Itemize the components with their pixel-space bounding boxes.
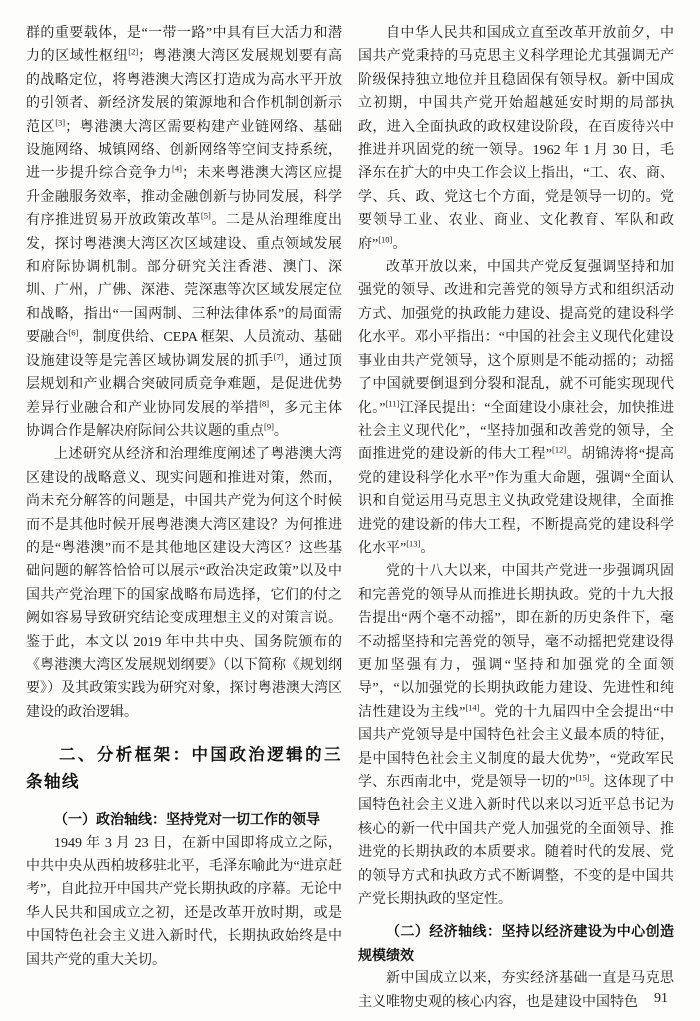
- subsection-heading: （二）经济轴线：坚持以经济建设为中心创造规模绩效: [358, 923, 674, 963]
- body-text-paragraph: 上述研究从经济和治理维度阐述了粤港澳大湾区建设的战略意义、现实问题和推进对策，然而，尚未充分解答的问题是，中国共产党为何这个时候而不是其他时候开展粤港澳大湾区建设？为何推进的是“粤港澳”而不是其他地区建设大湾区？这些基础问题的解答恰恰可以展示“政治决定政策”以及中国共产党治理下的国家战略布局选择，它们的付之阙如容易导致研究结论变成理想主义的对策言说。鉴于此，本文以 2019 年中共中央、国务院颁布的《粤港澳大湾区发展规划纲要》（以下简称《规划纲要》）及其政策实践为研究对象，探讨粤港澳大湾区建设的政治逻辑。: [26, 447, 342, 720]
- right-column: [358, 22, 674, 1014]
- left-column: [26, 22, 342, 1014]
- subsection-heading: （一）政治轴线：坚持党对一切工作的领导: [54, 811, 320, 828]
- citation-ref: [8]: [259, 397, 270, 408]
- citation-ref: [5]: [200, 210, 211, 221]
- citation-ref: [11]: [385, 397, 400, 408]
- citation-ref: [12]: [552, 444, 567, 455]
- citation-ref: [9]: [264, 421, 274, 432]
- section-heading: 二、分析框架：中国政治逻辑的三条轴线: [26, 746, 342, 792]
- citation-ref: [3]: [55, 116, 66, 127]
- citation-ref: [13]: [406, 538, 421, 549]
- body-text-paragraph: 自中华人民共和国成立直至改革开放前夕，中国共产党秉持的马克思主义科学理论尤其强调无产阶级保持独立地位并且稳固保有领导权。新中国成立初期，中国共产党开始超越延安时期的局部执政，进入全面执政的政权建设阶段，在百废待兴中推进并巩固党的统一领导。1962 年 1 月 30 日，毛泽东在扩大的中央工作会议上指出，“工、农、商、学、兵、政、党这七个方面，党是领导一切的。党要领导工业、农业、商业、文化教育、军队和政府”[10]。: [358, 26, 674, 252]
- page-number: 91: [654, 991, 668, 1006]
- citation-ref: [4]: [172, 163, 182, 174]
- body-text-paragraph: 1949 年 3 月 23 日，在新中国即将成立之际，中共中央从西柏坡移驻北平，毛泽东喻此为“进京赶考”，自此拉开中国共产党长期执政的序幕。无论中华人民共和国成立之初，还是改革开放时期，或是中国特色社会主义进入新时代，长期执政始终是中国共产党的重大关切。: [26, 835, 342, 968]
- citation-ref: [10]: [378, 234, 393, 244]
- citation-ref: [6]: [68, 327, 79, 338]
- body-text-paragraph: 新中国成立以来，夯实经济基础一直是马克思主义唯物史观的核心内容，也是建设中国特色: [358, 971, 674, 1010]
- body-text-paragraph: 群的重要载体，是“一带一路”中具有巨大活力和潜力的区域性枢纽[2]；粤港澳大湾区发展规划要有高的战略定位，将粤港澳大湾区打造成为高水平开放的引领者、新经济发展的策源地和合作机制创新示范区[3]；粤港澳大湾区需要构建产业链网络、基础设施网络、城镇网络、创新网络等空间支持系统，进一步提升综合竞争力[4]；未来粤港澳大湾区应提升金融服务效率，推动金融创新与协同发展，科学有序推进贸易开放政策改革[5]。二是从治理维度出发，探讨粤港澳大湾区次区域建设、重点领域发展和府际协调机制。部分研究关注香港、澳门、深圳、广州，广佛、深港、莞深惠等次区域发展定位和战略，指出“一国两制、三种法律体系”的局面需要融合[6]，制度供给、CEPA 框架、人员流动、基础设施建设等是完善区域协调发展的抓手[7]，通过顶层规划和产业耦合突破同质竞争难题，是促进优势差异行业融合和产业协同发展的举措[8]，多元主体协调合作是解决府际间公共议题的重点[9]。: [26, 26, 343, 439]
- body-text-paragraph: 党的十八大以来，中国共产党进一步强调巩固和完善党的领导从而推进长期执政。党的十九大报告提出“两个毫不动摇”，即在新的历史条件下，毫不动摇坚持和完善党的领导，毫不动摇把党建设得更加坚强有力，强调“坚持和加强党的全面领导”，“以加强党的长期执政能力建设、先进性和纯洁性建设为主线”[14]。党的十九届四中全会提出“中国共产党领导是中国特色社会主义最本质的特征，是中国特色社会主义制度的最大优势”，“党政军民学、东西南北中，党是领导一切的”[15]。这体现了中国特色社会主义进入新时代以来以习近平总书记为核心的新一代中国共产党人加强党的全面领导、推进党的长期执政的本质要求。随着时代的发展、党的领导方式和执政方式不断调整，不变的是中国共产党长期执政的坚定性。: [358, 564, 675, 908]
- citation-ref: [15]: [575, 772, 590, 783]
- citation-ref: [14]: [465, 702, 480, 713]
- citation-ref: [7]: [273, 351, 284, 362]
- body-text-paragraph: 改革开放以来，中国共产党反复强调坚持和加强党的领导、改进和完善党的领导方式和组织活动方式、加强党的执政能力建设、提高党的建设科学化水平。邓小平指出：“中国的社会主义现代化建设事业由共产党领导，这个原则是不能动摇的；动摇了中国就要倒退到分裂和混乱，就不可能实现现代化。”[11]江泽民提出：“全面建设小康社会，加快推进社会主义现代化”，“坚持加强和改善党的领导，全面推进党的建设新的伟大工程”[12]。胡锦涛将“提高党的建设科学化水平”作为重大命题，强调“全面认识和自觉运用马克思主义执政党建设规律，全面推进党的建设新的伟大工程，不断提高党的建设科学化水平”[13]。: [358, 260, 674, 556]
- citation-ref: [2]: [128, 46, 139, 57]
